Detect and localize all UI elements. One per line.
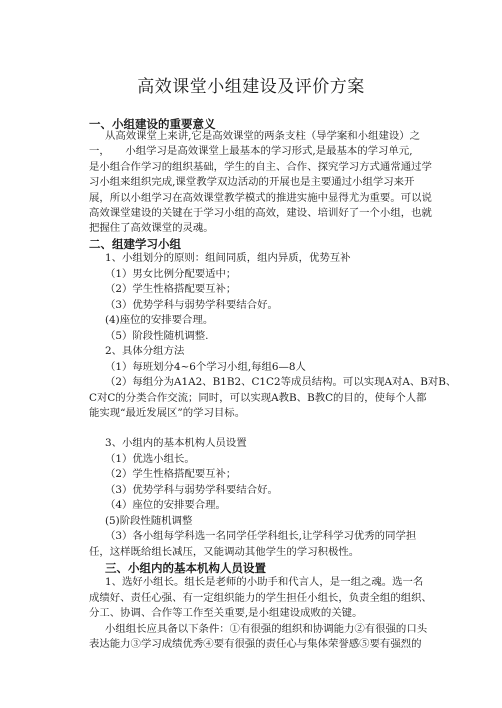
list-item: （2）学生性格搭配要互补； <box>105 283 237 295</box>
list-item: （1）优选小组长。 <box>105 453 195 465</box>
document-title: 高效课堂小组建设及评价方案 <box>137 77 365 97</box>
paragraph-line: 展，所以小组学习在高效课堂教学模式的推进实施中显得尤为重要。可以说 <box>89 192 432 204</box>
section-heading-1: 一、小组建设的重要意义 <box>89 117 216 131</box>
list-item: (5)阶段性随机调整 <box>105 515 193 527</box>
paragraph-line: 习小组来组织完成,课堂教学双边活动的开展也是主要通过小组学习来开 <box>89 176 415 188</box>
paragraph-line: （3）各小组每学科选一名同学任学科组长,让学科学习优秀的同学担 <box>105 530 417 542</box>
list-item: （3）优势学科与弱势学科要结合好。 <box>105 299 278 311</box>
list-item: （1）每班划分4~6个学习小组,每组6—8人 <box>105 361 306 373</box>
list-item: 2、具体分组方法 <box>105 345 185 357</box>
list-item: 1、小组划分的原则：组间同质，组内异质，优势互补 <box>105 252 351 264</box>
paragraph-line: C对C的分类合作交流；同时，可以实现A教B、B教C的目的，使每个人都 <box>89 392 427 404</box>
list-item: （5）阶段性随机调整. <box>105 330 209 342</box>
paragraph-line: 一， 小组学习是高效课堂上最基本的学习形式,是最基本的学习单元, <box>89 145 413 157</box>
paragraph-line: 任，这样既给组长减压，又能调动其他学生的学习积极性。 <box>89 546 360 558</box>
section-heading-3: 三、小组内的基本机构人员设置 <box>105 561 266 575</box>
list-item: （1）男女比例分配要适中； <box>105 268 237 280</box>
list-item: （2）学生性格搭配要互补； <box>105 468 237 480</box>
paragraph-line: 把握住了高效课堂的灵魂。 <box>89 222 214 234</box>
list-item: 3、小组内的基本机构人员设置 <box>105 437 247 449</box>
section-heading-2: 二、组建学习小组 <box>89 237 181 251</box>
paragraph-line: （2）每组分为A1A2、B1B2、C1C2等成员结构。可以实现A对A、B对B、 <box>105 376 457 388</box>
paragraph-line: 从高效课堂上来讲,它是高效课堂的两条支柱（导学案和小组建设）之 <box>105 130 421 142</box>
paragraph-line: 是小组合作学习的组织基础，学生的自主、合作、探究学习方式通常通过学 <box>89 161 432 173</box>
paragraph-line: 成绩好、责任心强、有一定组织能力的学生担任小组长，负责全组的组织、 <box>89 592 432 604</box>
paragraph-line: 能实现“最近发展区”的学习目标。 <box>89 407 246 419</box>
paragraph-line: 高效课堂建设的关键在于学习小组的高效，建设、培训好了一个小组，也就 <box>89 207 432 219</box>
paragraph-line: 表达能力③学习成绩优秀④要有很强的责任心与集体荣誉感⑤要有强烈的 <box>89 638 422 650</box>
paragraph-line: 小组组长应具备以下条件：①有很强的组织和协调能力②有很强的口头 <box>105 623 428 635</box>
paragraph-line: 1、选好小组长。组长是老师的小助手和代言人，是一组之魂。选一名 <box>105 576 424 588</box>
list-item: (4)座位的安排要合理。 <box>105 314 214 326</box>
list-item: （3）优势学科与弱势学科要结合好。 <box>105 484 278 496</box>
list-item: （4）座位的安排要合理。 <box>105 499 226 511</box>
paragraph-line: 分工、协调、合作等工作至关重要,是小组建设成败的关键。 <box>89 607 363 619</box>
